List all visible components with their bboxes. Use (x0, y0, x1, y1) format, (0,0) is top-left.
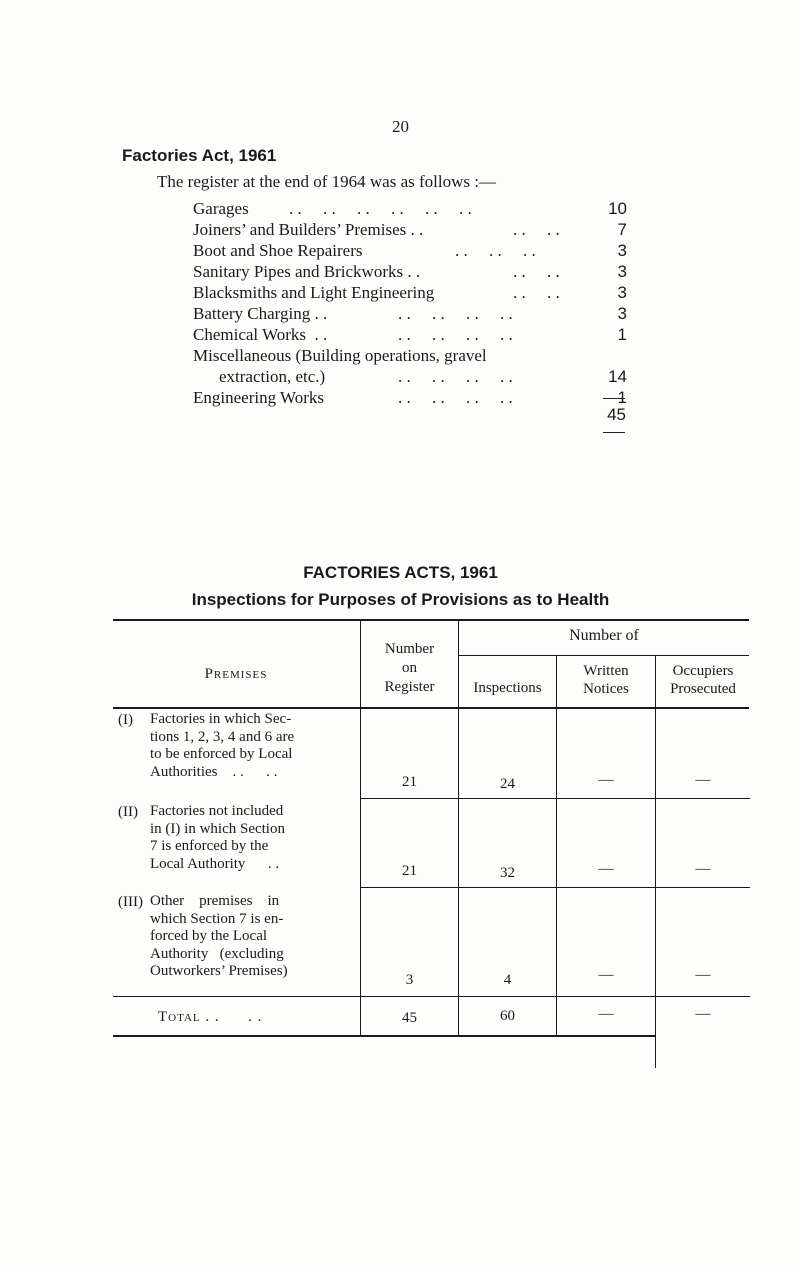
row-prosecuted: — (695, 967, 711, 983)
leader-dots: . . . . . . . . (398, 304, 513, 323)
row-rule (360, 887, 750, 888)
leader-dots: . . . . . . . . (398, 388, 513, 407)
row-text-line: which Section 7 is en- (150, 910, 284, 927)
register-item-count: 14 (608, 367, 627, 386)
leader-dots: . . . . (513, 283, 560, 302)
header-line: on (402, 660, 417, 676)
leader-dots: . . . . . . . . (398, 325, 513, 344)
row-rule (360, 798, 750, 799)
register-item (193, 303, 627, 324)
table-top-rule (113, 619, 749, 621)
header-line: Register (384, 679, 435, 695)
row-inspections: 4 (503, 972, 512, 988)
register-item-label: Battery Charging . . (193, 304, 328, 323)
leader-dots: . . . . (513, 262, 560, 281)
register-item (193, 282, 627, 303)
row-text-line: Outworkers’ Premises) (150, 963, 288, 979)
leader-dots: . . . . . . (455, 241, 536, 260)
register-item-count: 3 (617, 283, 627, 302)
header-line: Prosecuted (670, 681, 736, 697)
row-notices: — (598, 861, 614, 877)
header-line: Notices (583, 681, 629, 697)
row-text-line: Authorities . . . . (150, 763, 278, 780)
header-line: Occupiers (672, 663, 734, 679)
register-item (193, 261, 627, 282)
section-title: FACTORIES ACTS, 1961 (303, 563, 498, 582)
section-subtitle: Inspections for Purposes of Provisions as to Health (191, 590, 610, 609)
header-number-of: Number of (569, 627, 639, 644)
leader-dots: . . . . . . . . (398, 367, 513, 386)
row-register: 3 (405, 972, 414, 988)
register-item-count: 1 (617, 388, 627, 407)
row-numeral: (II) (118, 804, 138, 820)
total-register: 45 (402, 1010, 417, 1026)
header-occupiers-prosecuted (656, 662, 750, 698)
header-inspections: Inspections (473, 680, 542, 696)
row-text-line: Local Authority . . (150, 855, 280, 872)
row-prosecuted: — (695, 772, 711, 788)
row-text-line: in (I) in which Section (150, 820, 285, 837)
sum-rule (603, 432, 625, 433)
row-inspections: 24 (500, 776, 515, 792)
row-text-line: Authority (excluding (150, 945, 284, 962)
header-line: Written (583, 663, 629, 679)
register-item (193, 240, 627, 261)
register-item-count: 3 (617, 241, 627, 260)
register-item-count: 7 (617, 220, 627, 239)
row-notices: — (598, 772, 614, 788)
row-text-line: Other premises in (150, 893, 280, 909)
table-bottom-rule (113, 1035, 655, 1037)
row-numeral: (III) (118, 894, 143, 910)
register-item-count: 3 (617, 262, 627, 281)
row-text-line: Factories not included (150, 803, 284, 819)
register-list (193, 198, 627, 408)
row-text-line: to be enforced by Local (150, 746, 293, 762)
register-item (193, 219, 627, 240)
register-item-label: Boot and Shoe Repairers (193, 241, 363, 260)
total-prosecuted: — (695, 1006, 711, 1022)
register-item-count: 3 (617, 304, 627, 323)
header-premises: Premises (204, 666, 268, 682)
total-label: Total . . . . (158, 1009, 263, 1025)
total-inspections: 60 (500, 1008, 515, 1024)
register-intro: The register at the end of 1964 was as follows :— (157, 172, 496, 191)
register-item-label: Chemical Works . . (193, 325, 328, 344)
register-item-label: Sanitary Pipes and Brickworks . . (193, 262, 421, 281)
subheader-rule (458, 655, 749, 656)
row-rule (113, 996, 750, 997)
row-register: 21 (402, 863, 417, 879)
header-rule (113, 707, 749, 709)
register-item-label: Garages (193, 199, 249, 218)
sum-rule (603, 398, 625, 399)
page-number: 20 (392, 117, 409, 136)
register-heading: Factories Act, 1961 (122, 146, 277, 165)
row-numeral: (I) (118, 712, 133, 728)
row-text-line: tions 1, 2, 3, 4 and 6 are (150, 728, 295, 745)
row-premises-text (150, 803, 340, 873)
register-item-count: 1 (617, 325, 627, 344)
row-text-line: Factories in which Sec- (150, 711, 292, 727)
row-text-line: 7 is enforced by the (150, 838, 269, 854)
row-notices: — (598, 967, 614, 983)
total-notices: — (598, 1006, 614, 1022)
register-item-label: Engineering Works (193, 388, 324, 407)
row-premises-text (150, 711, 340, 781)
register-item (193, 198, 627, 219)
header-number-on-register (361, 640, 458, 697)
register-item-label: Blacksmiths and Light Engineering (193, 283, 435, 302)
register-total: 45 (607, 405, 626, 424)
leader-dots: . . . . . . . . . . . . (289, 199, 472, 218)
row-prosecuted: — (695, 861, 711, 877)
register-item-label-continued: extraction, etc.) (219, 367, 326, 386)
register-item-label: Miscellaneous (Building operations, gravel (193, 346, 487, 365)
register-item-label: Joiners’ and Builders’ Premises . . (193, 220, 424, 239)
header-written-notices (557, 662, 655, 698)
register-item (193, 387, 627, 408)
leader-dots: . . . . (513, 220, 560, 239)
register-item (193, 345, 627, 387)
row-register: 21 (402, 774, 417, 790)
row-premises-text (150, 893, 340, 981)
header-line: Number (384, 641, 435, 657)
row-text-line: forced by the Local (150, 928, 268, 944)
register-item-count: 10 (608, 199, 627, 218)
register-item (193, 324, 627, 345)
row-inspections: 32 (500, 865, 515, 881)
